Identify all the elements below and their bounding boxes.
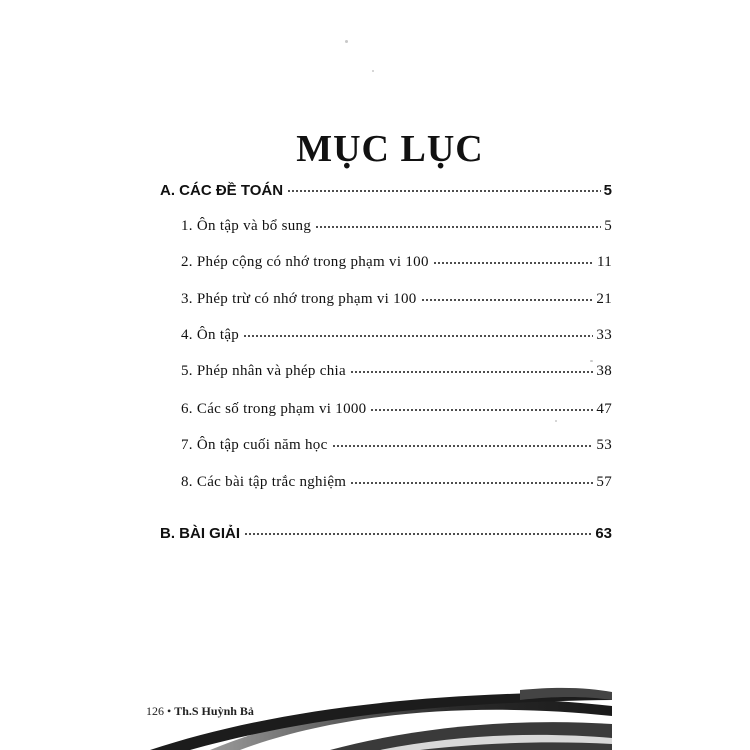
toc-page-number: 11 <box>596 254 612 270</box>
toc-entry-label: 5. Phép nhân và phép chia <box>181 363 346 379</box>
toc-page-number: 33 <box>596 327 612 343</box>
toc-page-number: 5 <box>603 182 612 199</box>
footer-separator: • <box>167 704 172 718</box>
toc-entry-label: 4. Ôn tập <box>181 327 240 343</box>
toc-page-number: 21 <box>596 291 612 307</box>
footer-author: Th.S Huỳnh Bả <box>174 704 254 718</box>
toc-section-label: B. BÀI GIẢI <box>160 525 241 542</box>
toc-entry-label: 6. Các số trong phạm vi 1000 <box>181 401 367 417</box>
toc-page-number: 5 <box>604 218 612 234</box>
page-footer <box>146 704 254 719</box>
toc-entry-label: 8. Các bài tập trắc nghiệm <box>181 474 347 490</box>
footer-page-number: 126 <box>146 704 164 718</box>
toc-entry-label: 2. Phép cộng có nhớ trong phạm vi 100 <box>181 254 429 270</box>
toc-entry-label: 1. Ôn tập và bổ sung <box>181 218 312 234</box>
toc-page-number: 53 <box>596 437 612 453</box>
toc-page-number: 38 <box>596 363 612 379</box>
toc-section-label: A. CÁC ĐỀ TOÁN <box>160 182 284 199</box>
toc-page-number: 47 <box>596 401 612 417</box>
toc-entry-label: 7. Ôn tập cuối năm học <box>181 437 328 453</box>
toc-entry-label: 3. Phép trừ có nhớ trong phạm vi 100 <box>181 291 417 307</box>
toc-page-number: 63 <box>595 525 612 542</box>
toc-page-number: 57 <box>596 474 612 490</box>
page-title: MỤC LỤC <box>296 128 484 171</box>
